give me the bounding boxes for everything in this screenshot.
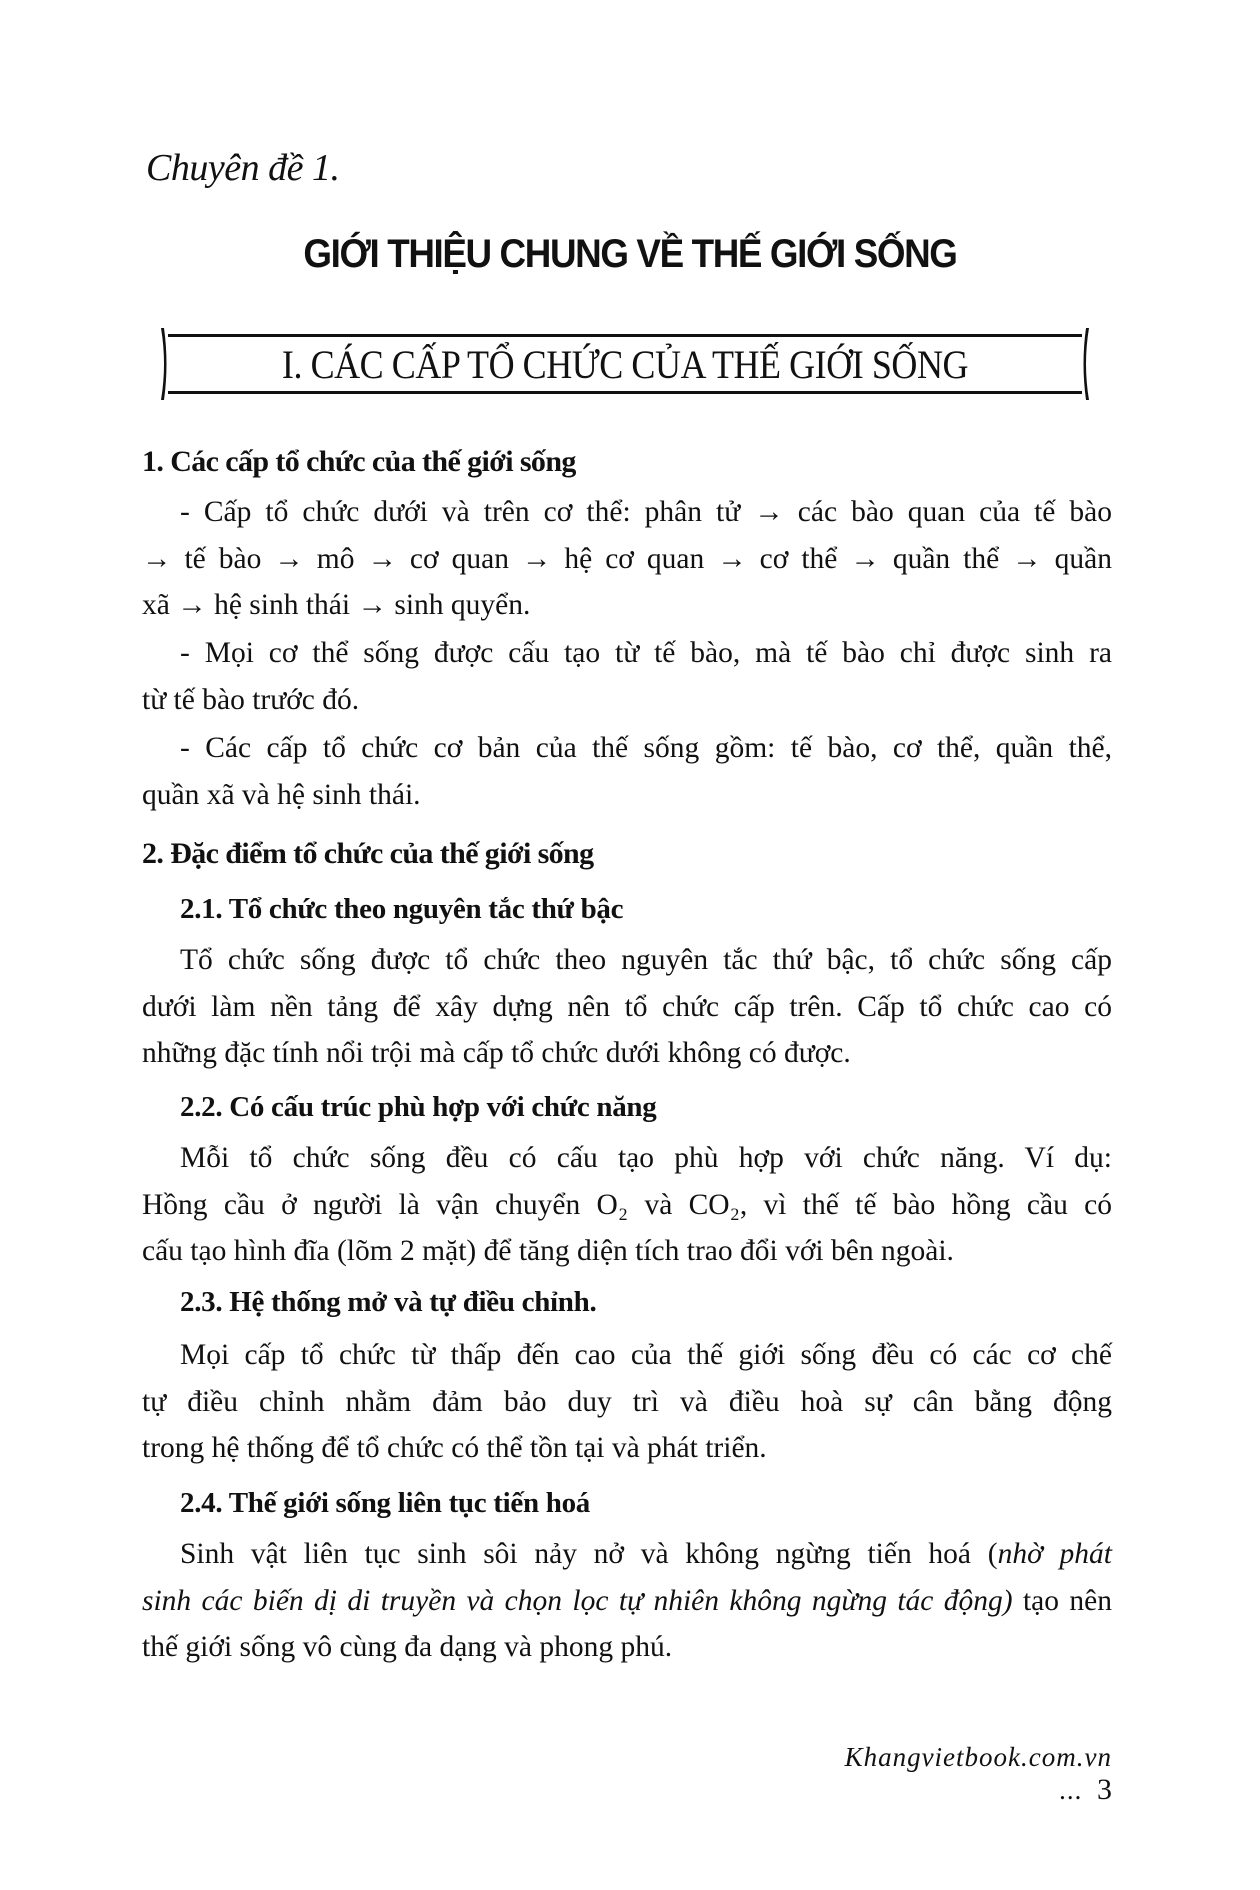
paragraph: [142, 937, 1112, 1077]
text-line: xã → hệ sinh thái → sinh quyển.: [142, 589, 531, 621]
text-line: Mỗi tổ chức sống đều có cấu tạo phù hợp với chức năng. Ví dụ:: [180, 1142, 1112, 1174]
text-line: - Mọi cơ thể sống được cấu tạo từ tế bào, mà tế bào chỉ được sinh ra: [180, 637, 1112, 669]
text-line: [142, 1531, 1112, 1578]
italic-text: sinh các biến dị di truyền và chọn lọc tự nhiên không ngừng tác động): [142, 1584, 1013, 1617]
banner-bottom-rule: [168, 391, 1082, 394]
text-line: - Cấp tổ chức dưới và trên cơ thể: phân tử → các bào quan của tế bào: [180, 496, 1112, 528]
text-line: Hồng cầu ở người là vận chuyển O₂ và CO₂, vì thế tế bào hồng cầu có: [142, 1188, 1112, 1221]
text: Sinh vật liên tục sinh sôi nảy nở và không ngừng tiến hoá (: [180, 1538, 998, 1570]
banner-left-bracket: [160, 328, 168, 400]
footer-site: Khangvietbook.com.vn ...: [844, 1742, 1112, 1805]
paragraph: [142, 1135, 1112, 1275]
heading-1: 1. Các cấp tổ chức của thế giới sống: [142, 445, 576, 478]
text-line: trong hệ thống để tổ chức có thể tồn tại và phát triển.: [142, 1432, 767, 1464]
text-line: quần xã và hệ sinh thái.: [142, 778, 421, 811]
section-heading: I. CÁC CẤP TỔ CHỨC CỦA THẾ GIỚI SỐNG: [281, 342, 969, 387]
text-line: những đặc tính nổi trội mà cấp tổ chức dưới không có được.: [142, 1037, 851, 1069]
text-line: [142, 1578, 1112, 1625]
text-line: dưới làm nền tảng để xây dựng nên tổ chức cấp trên. Cấp tổ chức cao có: [142, 990, 1112, 1023]
text: tạo nên: [1012, 1584, 1112, 1617]
text-line: Tổ chức sống được tổ chức theo nguyên tắc thứ bậc, tổ chức sống cấp: [180, 944, 1112, 976]
page-footer: [790, 1742, 1112, 1807]
paragraph: [142, 1332, 1112, 1472]
text-line: - Các cấp tổ chức cơ bản của thế sống gồm: tế bào, cơ thể, quần thể,: [180, 732, 1112, 764]
paragraph: [142, 630, 1112, 723]
heading-2: 2. Đặc điểm tổ chức của thế giới sống: [142, 837, 594, 870]
banner-top-rule: [168, 334, 1082, 337]
chapter-label: Chuyên đề 1.: [146, 147, 340, 189]
text-line: từ tế bào trước đó.: [142, 683, 360, 716]
heading-2-1: 2.1. Tổ chức theo nguyên tắc thứ bậc: [180, 893, 624, 925]
heading-2-4: 2.4. Thế giới sống liên tục tiến hoá: [180, 1487, 590, 1519]
text-line: → tế bào → mô → cơ quan → hệ cơ quan → cơ thể → quần thể → quần: [142, 542, 1112, 575]
paragraph: [142, 725, 1112, 818]
text-line: Mọi cấp tổ chức từ thấp đến cao của thế giới sống đều có các cơ chế: [180, 1339, 1112, 1371]
heading-2-3: 2.3. Hệ thống mở và tự điều chỉnh.: [180, 1286, 597, 1318]
banner-right-bracket: [1082, 328, 1090, 400]
text-line: thế giới sống vô cùng đa dạng và phong phú.: [142, 1631, 673, 1663]
section-banner: [160, 328, 1090, 400]
chapter-title: GIỚI THIỆU CHUNG VỀ THẾ GIỚI SỐNG: [303, 232, 957, 276]
page-number: 3: [1097, 1773, 1112, 1806]
text-line: cấu tạo hình đĩa (lõm 2 mặt) để tăng diện tích trao đổi với bên ngoài.: [142, 1235, 954, 1267]
paragraph: [142, 1531, 1112, 1671]
paragraph: [142, 489, 1112, 629]
text-line: tự điều chỉnh nhằm đảm bảo duy trì và điều hoà sự cân bằng động: [142, 1385, 1112, 1418]
heading-2-2: 2.2. Có cấu trúc phù hợp với chức năng: [180, 1091, 657, 1123]
italic-text: nhờ phát: [997, 1538, 1112, 1570]
